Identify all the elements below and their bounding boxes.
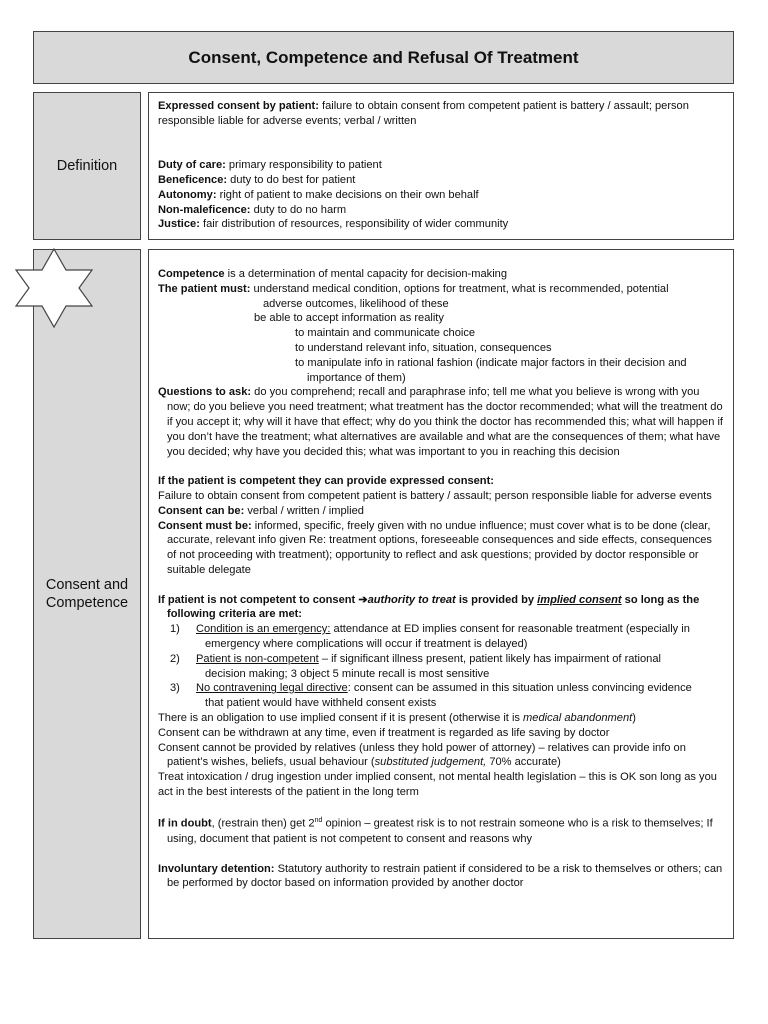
competent-heading: If the patient is competent they can provide expressed consent:: [158, 475, 494, 488]
intoxication-note: Treat intoxication / drug ingestion under implied consent, not mental health legislation – this is OK son long as you act in the best interests of the patient in the long term: [158, 771, 717, 798]
patient-must-line-wrap: [158, 356, 724, 386]
implied-consent-obligation: There is an obligation to use implied consent if it is present (otherwise it is medical abandonment): [158, 711, 636, 724]
definition-item: Duty of care: primary responsibility to patient: [158, 159, 382, 172]
definition-content: [148, 92, 734, 240]
definition-label: Definition: [56, 158, 118, 174]
patient-must-line: adverse outcomes, likelihood of these: [263, 297, 449, 310]
patient-must-line: to understand relevant info, situation, consequences: [295, 341, 552, 354]
involuntary-detention: Involuntary detention: Statutory authority to restrain patient if considered to be a risk to themselves or others; can be performed by doctor based on information provided by another doctor: [158, 862, 723, 890]
consent-can-be: Consent can be: verbal / written / implied: [158, 504, 364, 517]
definition-item: Non-maleficence: duty to do no harm: [158, 203, 347, 216]
criteria-item: 2) Patient is non-competent – if significant illness present, patient likely has impairment of rational decision making; 3 object 5 minute recall is most sensitive: [170, 652, 661, 680]
patient-must-line: to manipulate info in rational fashion (indicate major factors in their decision and importance of them): [295, 356, 687, 384]
consent-competence-label: Consent and Competence: [45, 577, 129, 611]
competence-definition: Competence is a determination of mental capacity for decision-making: [158, 268, 508, 280]
definition-side-label-box: [33, 92, 141, 240]
consent-withdrawn: Consent can be withdrawn at any time, even if treatment is regarded as life saving by doctor: [158, 726, 610, 739]
consent-competence-content: [148, 249, 734, 939]
title-box: [33, 31, 734, 84]
star-icon: [10, 247, 98, 329]
patient-must-line: The patient must: understand medical condition, options for treatment, what is recommended, potential: [158, 282, 669, 295]
page-title: Consent, Competence and Refusal Of Treatment: [188, 47, 579, 67]
patient-must-line: to maintain and communicate choice: [295, 327, 476, 340]
criteria-item: 1) Condition is an emergency: attendance at ED implies consent for reasonable treatment (especially in emergency where complications will occur if treatment is delayed): [170, 623, 690, 650]
not-competent-heading: If patient is not competent to consent ➔authority to treat is provided by implied consent so long as the following criteria are met:: [158, 593, 700, 621]
questions-to-ask: Questions to ask: do you comprehend; recall and paraphrase info; tell me what you believe is wrong with you now; do you believe you need treatment; what treatment has the doctor recommended; what will the treatment do if you accept it; why will it have that effect; why do you think the doctor has recommended this; what will happen if you don’t have the treatment; what alternatives are available and what are the consequences of them; what have you decided; why have you decided this; what was important to you in reaching this decision: [158, 386, 724, 458]
consent-side-label-box: [33, 249, 141, 939]
patient-must-line: be able to accept information as reality: [254, 312, 444, 325]
expressed-consent-definition: Expressed consent by patient: failure to obtain consent from competent patient is battery / assault; person responsible liable for adverse events; verbal / written: [158, 100, 689, 127]
consent-must-be: Consent must be: informed, specific, freely given with no undue influence; must cover what is to be done (clear, accurate, relevant info given Re: treatment options, foreseeable consequences and side effects, consequences of not proceeding with treatment); opportunity to reflect and ask questions; provided by doctor responsible or suitable delegate: [158, 519, 712, 576]
if-in-doubt: If in doubt, (restrain then) get 2nd opinion – greatest risk is to not restrain someone who is a risk to themselves; If using, document that patient is not competent to consent and reasons why: [158, 817, 713, 845]
competent-text: Failure to obtain consent from competent patient is battery / assault; person responsible liable for adverse events: [158, 489, 712, 502]
relatives-consent: Consent cannot be provided by relatives (unless they hold power of attorney) – relatives can provide info on patient’s wishes, beliefs, usual behaviour (substituted judgement, 70% accurate): [158, 741, 686, 769]
definition-item: Justice: fair distribution of resources, responsibility of wider community: [158, 218, 509, 231]
definition-item: Beneficence: duty to do best for patient: [158, 173, 356, 186]
definition-item: Autonomy: right of patient to make decisions on their own behalf: [158, 188, 479, 201]
criteria-item: 3) No contravening legal directive: consent can be assumed in this situation unless convincing evidence that patient would have withheld consent exists: [170, 682, 692, 710]
